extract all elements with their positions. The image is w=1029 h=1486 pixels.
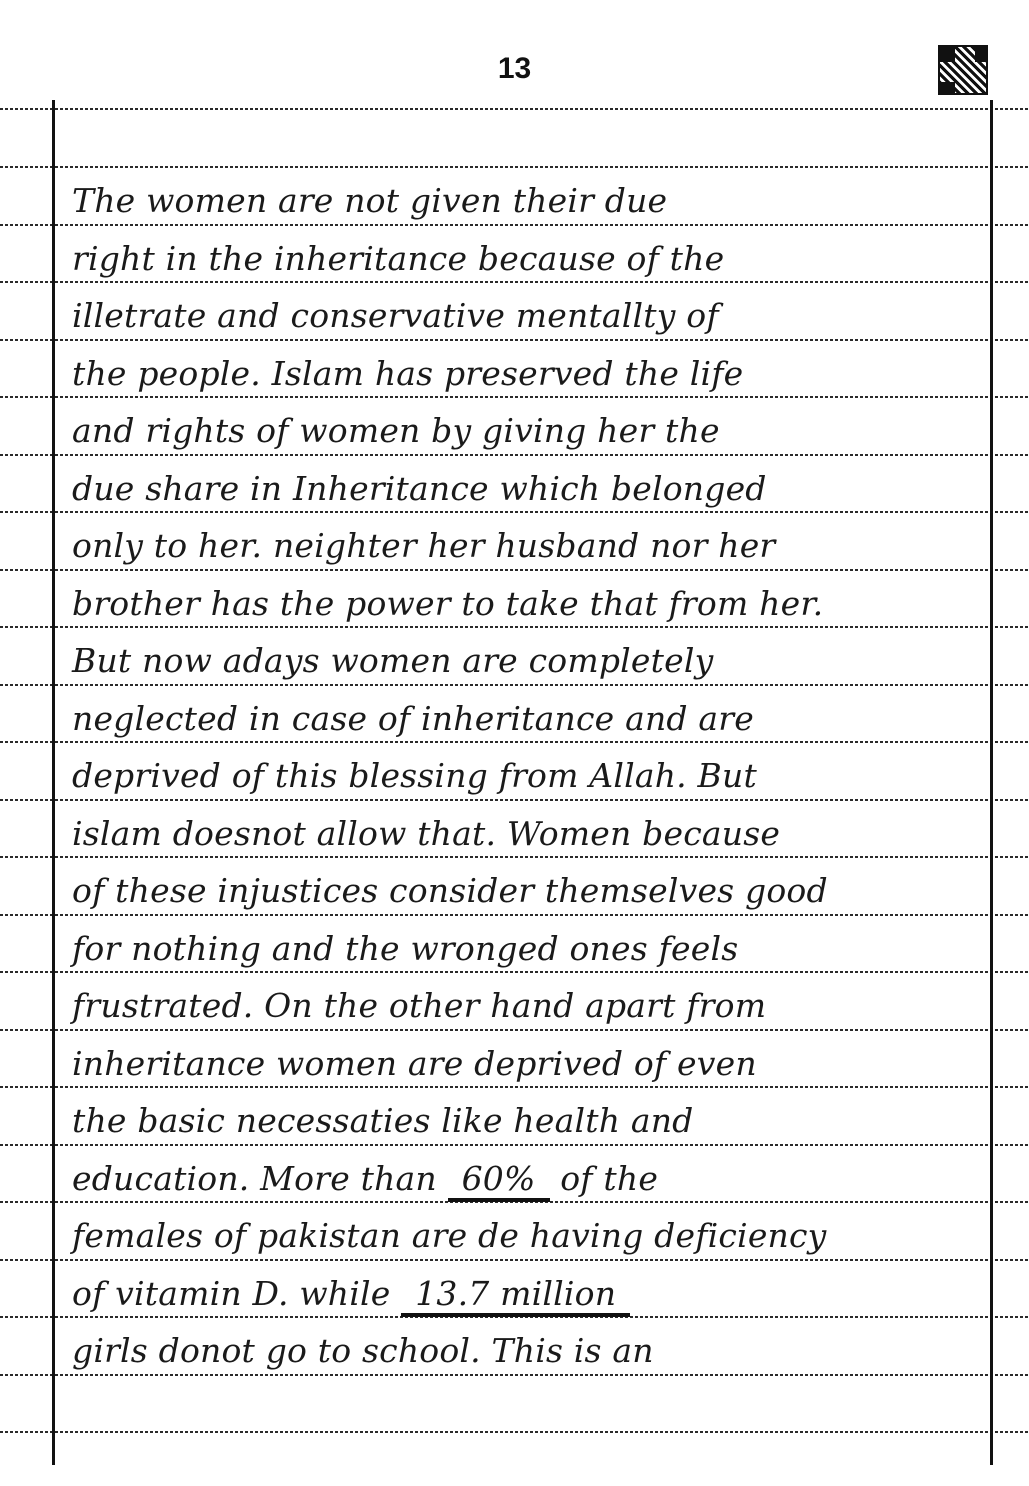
text-line: girls donot go to school. This is an (72, 1331, 654, 1370)
text-segment: of the (560, 1158, 659, 1198)
underlined-statistic: 60% (448, 1159, 550, 1202)
text-line: and rights of women by giving her the (72, 411, 720, 450)
text-line: of these injustices consider themselves good (72, 871, 828, 910)
text-line: the people. Islam has preserved the life (72, 353, 744, 393)
text-line: deprived of this blessing from Allah. But (72, 756, 757, 795)
text-line: The women are not given their due (72, 181, 668, 220)
page-number: 13 (497, 52, 532, 85)
text-line: for nothing and the wronged ones feels (72, 928, 739, 968)
text-line: right in the inheritance because of the (72, 238, 725, 278)
text-line: illetrate and conservative mentallty of (72, 296, 719, 335)
text-line: frustrated. On the other hand apart from (72, 986, 767, 1025)
text-line: islam doesnot allow that. Women because (72, 813, 781, 853)
text-segment: education. More than (72, 1158, 437, 1198)
text-line: females of pakistan are de having deficiency (72, 1216, 827, 1255)
text-line: due share in Inheritance which belonged (72, 468, 767, 508)
text-line: inheritance women are deprived of even (72, 1043, 757, 1083)
text-line: neglected in case of inheritance and are (72, 698, 754, 738)
text-line: only to her. neighter her husband nor her (72, 526, 776, 565)
text-segment: of vitamin D. while (72, 1273, 391, 1313)
text-line (72, 1150, 992, 1208)
underlined-statistic: 13.7 million (401, 1274, 630, 1317)
text-line: brother has the power to take that from her. (72, 583, 824, 623)
handwritten-text (72, 172, 992, 1380)
qr-code-icon (938, 45, 988, 95)
text-line: But now adays women are completely (72, 641, 714, 680)
text-line (72, 1265, 992, 1323)
left-margin-line (52, 100, 55, 1465)
text-line: the basic necessaties like health and (72, 1101, 694, 1140)
